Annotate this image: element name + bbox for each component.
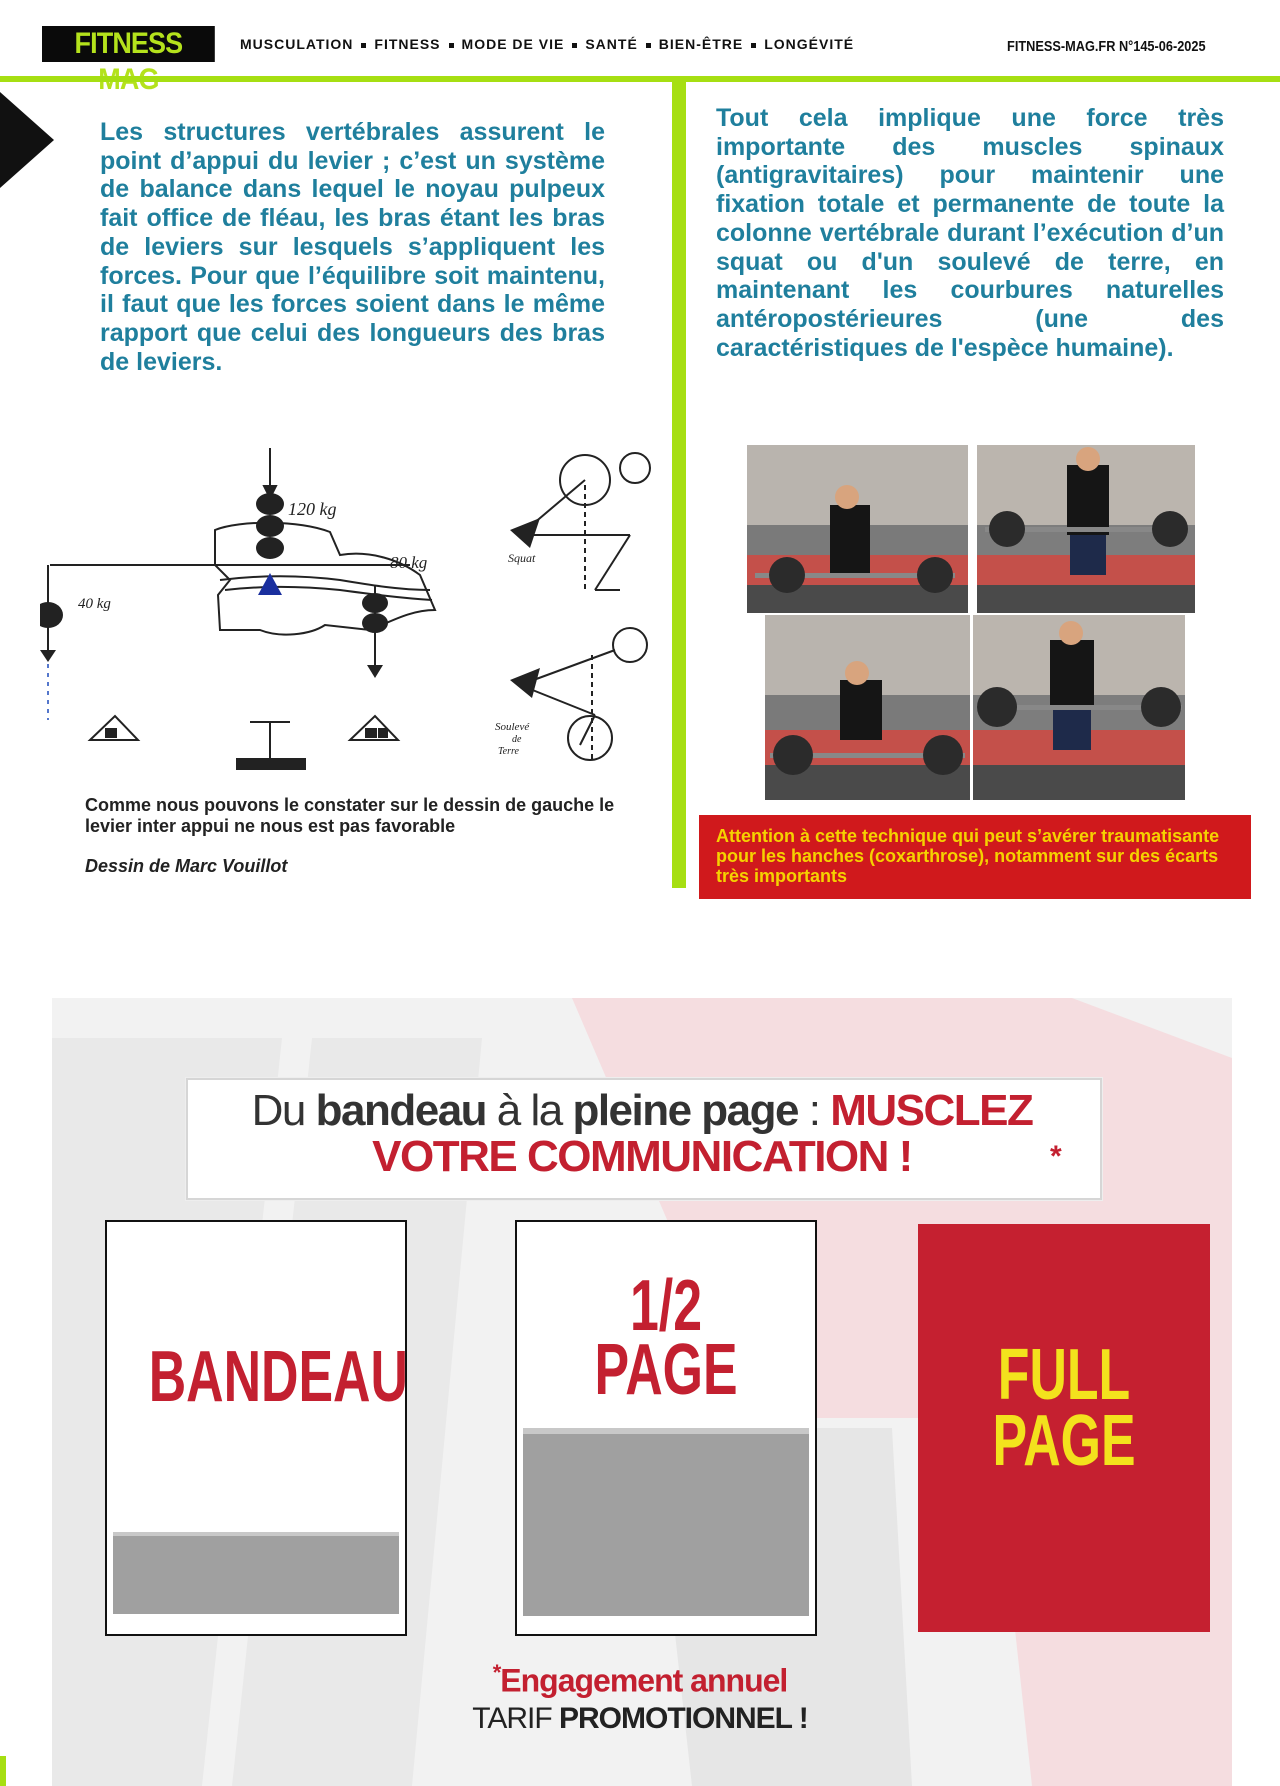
label-terre: Terre [498,746,519,757]
label-40kg: 40 kg [78,596,111,612]
weight-disc [256,493,284,515]
tarif-text: TARIF PROMOTIONNEL ! [472,1702,808,1735]
nav-item-mode-de-vie[interactable]: MODE DE VIE [461,36,565,52]
diagram-caption: Comme nous pouvons le constater sur le dessin de gauche le levier inter appui ne nous est pas favorable [85,795,615,836]
label-squat: Squat [508,551,536,565]
label-120kg: 120 kg [288,499,337,519]
diagram-credit: Dessin de Marc Vouillot [85,856,288,876]
nav-separator [646,43,651,48]
nav-item-musculation[interactable]: MUSCULATION [240,36,354,52]
magazine-logo[interactable]: FITNESS [42,26,215,62]
ad-option-full-page[interactable] [918,1224,1210,1632]
nav-item-sante[interactable]: SANTÉ [585,36,638,52]
photo-1 [747,445,968,613]
card-full-label-1: FULL [997,1335,1131,1415]
ad-headline-line2: VOTRE COMMUNICATION ! [372,1132,912,1181]
left-weight-disc [40,602,63,628]
photo-2 [977,445,1195,613]
nav-item-bien-etre[interactable]: BIEN-ÊTRE [658,36,744,52]
header-divider [0,76,1280,82]
bandeau-gray-area [113,1532,399,1614]
footer-accent [0,1756,6,1786]
engagement-text: *Engagement annuel [492,1660,788,1699]
photo-3 [765,615,970,800]
label-80kg: 80 kg [390,553,428,572]
left-paragraph: Les structures vertébrales assurent le point d’appui du levier ; c’est un système de balance dans lequel le noyau pulpeux fait office de fléau, les bras étant les bras de leviers sur lesquels s’appliquent les forces. Pour que l’équilibre soit maintenu, il faut que les forces soient dans le même rapport que celui des longueurs des bras de leviers. [100,118,605,376]
ad-headline-line1: Du bandeau à la pleine page : MUSCLEZ [251,1086,1033,1135]
page-arrow-icon [0,92,54,188]
label-souleve: Soulevé [495,721,530,733]
right-paragraph: Tout cela implique une force très importante des muscles spinaux (antigravitaires) pour maintenir une fixation totale et permanente de toute la colonne vertébrale durant l’exécution d’un squat ou d'un soulevé de terre, en maintenant les courbures naturelles antéropostérieures (une des caractéristiques de l'espèce humaine). [716,104,1224,362]
card-half-label-1: 1/2 [629,1266,703,1346]
warning-text: Attention à cette technique qui peut s’avérer traumatisante pour les hanches (coxarthrose), notamment sur des écarts très importants [716,826,1220,886]
card-bandeau-label: BANDEAU [148,1337,408,1417]
ad-asterisk: * [1050,1140,1062,1173]
nav-item-longevite[interactable]: LONGÉVITÉ [764,36,855,52]
nav-separator [361,43,366,48]
section-nav [240,36,854,52]
nav-separator [449,43,454,48]
label-de: de [512,734,522,745]
card-full-label-2: PAGE [992,1401,1136,1481]
ad-option-bandeau[interactable] [105,1220,407,1636]
deadlift-photo-grid [745,445,1197,800]
card-half-label-2: PAGE [594,1330,738,1410]
nav-item-fitness[interactable]: FITNESS [374,36,441,52]
nav-separator [751,43,756,48]
lever-diagram [40,440,660,785]
half-page-gray-area [523,1428,809,1616]
issue-number: FITNESS-MAG.FR N°145-06-2025 [1007,38,1206,55]
photo-4 [973,615,1185,800]
deadlift-barbell-plate [568,716,612,760]
ad-option-half-page[interactable] [515,1220,817,1636]
column-divider [672,82,686,888]
nav-separator [572,43,577,48]
